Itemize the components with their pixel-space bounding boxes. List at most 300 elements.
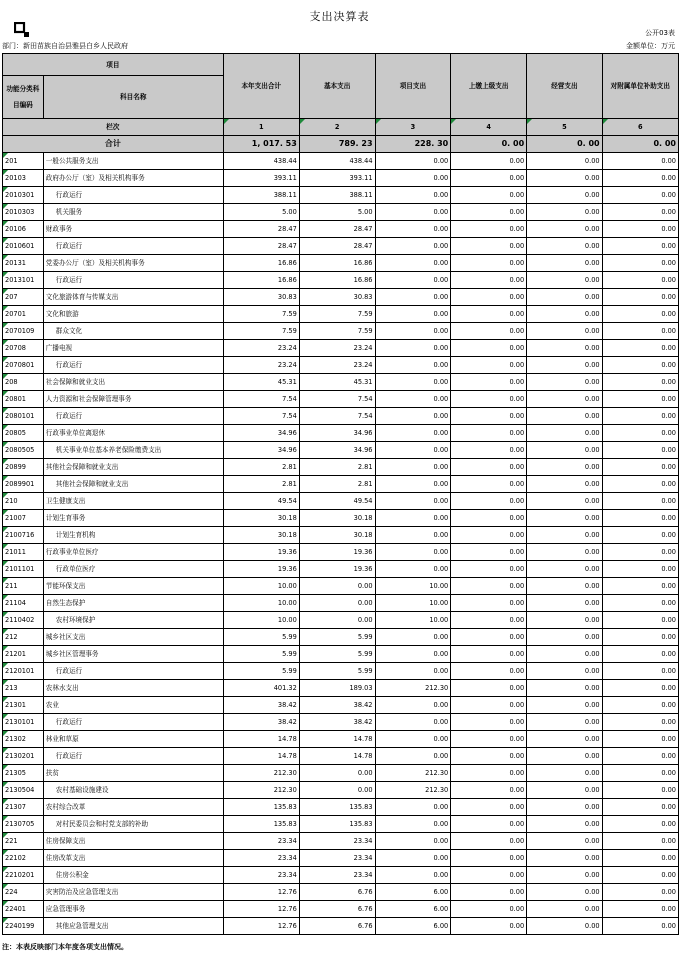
amount-cell[interactable]: 0.00 xyxy=(375,238,451,255)
amount-cell[interactable]: 212.30 xyxy=(375,782,451,799)
amount-cell[interactable]: 38.42 xyxy=(299,714,375,731)
total-cell[interactable]: 0. 00 xyxy=(451,136,527,153)
amount-cell[interactable]: 0.00 xyxy=(451,697,527,714)
amount-cell[interactable]: 438.44 xyxy=(223,153,299,170)
amount-cell[interactable]: 0.00 xyxy=(375,289,451,306)
subject-name-cell[interactable]: 行政运行 xyxy=(43,272,223,289)
amount-cell[interactable]: 0.00 xyxy=(602,204,678,221)
amount-cell[interactable]: 2.81 xyxy=(299,476,375,493)
amount-cell[interactable]: 0.00 xyxy=(451,816,527,833)
amount-cell[interactable]: 0.00 xyxy=(451,612,527,629)
amount-cell[interactable]: 0.00 xyxy=(602,170,678,187)
amount-cell[interactable]: 28.47 xyxy=(299,238,375,255)
amount-cell[interactable]: 0.00 xyxy=(451,255,527,272)
amount-cell[interactable]: 0.00 xyxy=(602,578,678,595)
amount-cell[interactable]: 0.00 xyxy=(527,442,602,459)
amount-cell[interactable]: 0.00 xyxy=(527,340,602,357)
amount-cell[interactable]: 0.00 xyxy=(527,357,602,374)
amount-cell[interactable]: 19.36 xyxy=(223,544,299,561)
function-code-cell[interactable]: 207 xyxy=(3,289,44,306)
amount-cell[interactable]: 135.83 xyxy=(299,816,375,833)
amount-cell[interactable]: 0.00 xyxy=(602,816,678,833)
subject-name-cell[interactable]: 行政运行 xyxy=(43,714,223,731)
function-code-cell[interactable]: 22102 xyxy=(3,850,44,867)
amount-cell[interactable]: 0.00 xyxy=(451,272,527,289)
amount-cell[interactable]: 45.31 xyxy=(299,374,375,391)
subject-name-cell[interactable]: 住房改革支出 xyxy=(43,850,223,867)
amount-cell[interactable]: 10.00 xyxy=(223,595,299,612)
function-code-cell[interactable]: 2110402 xyxy=(3,612,44,629)
amount-cell[interactable]: 0.00 xyxy=(527,238,602,255)
amount-cell[interactable]: 0.00 xyxy=(602,459,678,476)
amount-cell[interactable]: 0.00 xyxy=(375,561,451,578)
subject-name-cell[interactable]: 机关事业单位基本养老保险缴费支出 xyxy=(43,442,223,459)
amount-cell[interactable]: 14.78 xyxy=(223,731,299,748)
amount-cell[interactable]: 135.83 xyxy=(223,799,299,816)
subject-name-cell[interactable]: 计划生育事务 xyxy=(43,510,223,527)
amount-cell[interactable]: 0.00 xyxy=(527,306,602,323)
subject-name-cell[interactable]: 自然生态保护 xyxy=(43,595,223,612)
amount-cell[interactable]: 0.00 xyxy=(451,850,527,867)
amount-cell[interactable]: 34.96 xyxy=(223,442,299,459)
amount-cell[interactable]: 0.00 xyxy=(451,901,527,918)
function-code-cell[interactable]: 2080101 xyxy=(3,408,44,425)
amount-cell[interactable]: 0.00 xyxy=(602,680,678,697)
function-code-cell[interactable]: 2130201 xyxy=(3,748,44,765)
amount-cell[interactable]: 23.24 xyxy=(299,357,375,374)
amount-cell[interactable]: 0.00 xyxy=(375,833,451,850)
total-cell[interactable]: 228. 30 xyxy=(375,136,451,153)
amount-cell[interactable]: 0.00 xyxy=(375,374,451,391)
subject-name-cell[interactable]: 农林水支出 xyxy=(43,680,223,697)
amount-cell[interactable]: 0.00 xyxy=(375,170,451,187)
amount-cell[interactable]: 0.00 xyxy=(602,323,678,340)
amount-cell[interactable]: 10.00 xyxy=(223,612,299,629)
amount-cell[interactable]: 0.00 xyxy=(527,391,602,408)
amount-cell[interactable]: 0.00 xyxy=(375,391,451,408)
subject-name-cell[interactable]: 人力资源和社会保障管理事务 xyxy=(43,391,223,408)
amount-cell[interactable]: 5.99 xyxy=(223,629,299,646)
amount-cell[interactable]: 0.00 xyxy=(527,918,602,935)
subject-name-cell[interactable]: 农村环境保护 xyxy=(43,612,223,629)
function-code-cell[interactable]: 2070801 xyxy=(3,357,44,374)
subject-name-cell[interactable]: 扶贫 xyxy=(43,765,223,782)
amount-cell[interactable]: 0.00 xyxy=(375,850,451,867)
amount-cell[interactable]: 0.00 xyxy=(375,493,451,510)
subject-name-cell[interactable]: 政府办公厅（室）及相关机构事务 xyxy=(43,170,223,187)
function-code-cell[interactable]: 20708 xyxy=(3,340,44,357)
amount-cell[interactable]: 212.30 xyxy=(375,680,451,697)
function-code-cell[interactable]: 20805 xyxy=(3,425,44,442)
subject-name-cell[interactable]: 群众文化 xyxy=(43,323,223,340)
amount-cell[interactable]: 0.00 xyxy=(451,459,527,476)
function-code-cell[interactable]: 213 xyxy=(3,680,44,697)
function-code-cell[interactable]: 2010601 xyxy=(3,238,44,255)
subject-name-cell[interactable]: 文化旅游体育与传媒支出 xyxy=(43,289,223,306)
function-code-cell[interactable]: 20801 xyxy=(3,391,44,408)
amount-cell[interactable]: 0.00 xyxy=(527,272,602,289)
amount-cell[interactable]: 0.00 xyxy=(451,442,527,459)
amount-cell[interactable]: 0.00 xyxy=(375,272,451,289)
amount-cell[interactable]: 0.00 xyxy=(527,408,602,425)
amount-cell[interactable]: 0.00 xyxy=(375,187,451,204)
function-code-cell[interactable]: 20701 xyxy=(3,306,44,323)
amount-cell[interactable]: 28.47 xyxy=(223,238,299,255)
amount-cell[interactable]: 34.96 xyxy=(299,425,375,442)
amount-cell[interactable]: 45.31 xyxy=(223,374,299,391)
amount-cell[interactable]: 0.00 xyxy=(527,425,602,442)
amount-cell[interactable]: 12.76 xyxy=(223,884,299,901)
subject-name-cell[interactable]: 城乡社区支出 xyxy=(43,629,223,646)
function-code-cell[interactable]: 2089901 xyxy=(3,476,44,493)
subject-name-cell[interactable]: 其他社会保障和就业支出 xyxy=(43,476,223,493)
amount-cell[interactable]: 0.00 xyxy=(602,255,678,272)
amount-cell[interactable]: 10.00 xyxy=(375,595,451,612)
amount-cell[interactable]: 0.00 xyxy=(451,340,527,357)
amount-cell[interactable]: 0.00 xyxy=(375,357,451,374)
amount-cell[interactable]: 49.54 xyxy=(223,493,299,510)
amount-cell[interactable]: 0.00 xyxy=(375,221,451,238)
amount-cell[interactable]: 0.00 xyxy=(527,561,602,578)
amount-cell[interactable]: 0.00 xyxy=(451,187,527,204)
amount-cell[interactable]: 0.00 xyxy=(602,187,678,204)
amount-cell[interactable]: 14.78 xyxy=(299,731,375,748)
function-code-cell[interactable]: 221 xyxy=(3,833,44,850)
amount-cell[interactable]: 0.00 xyxy=(375,323,451,340)
amount-cell[interactable]: 6.76 xyxy=(299,918,375,935)
amount-cell[interactable]: 16.86 xyxy=(223,255,299,272)
amount-cell[interactable]: 7.59 xyxy=(299,323,375,340)
subject-name-cell[interactable]: 其他应急管理支出 xyxy=(43,918,223,935)
function-code-cell[interactable]: 2240199 xyxy=(3,918,44,935)
amount-cell[interactable]: 0.00 xyxy=(602,357,678,374)
amount-cell[interactable]: 0.00 xyxy=(299,782,375,799)
function-code-cell[interactable]: 2130705 xyxy=(3,816,44,833)
amount-cell[interactable]: 0.00 xyxy=(451,527,527,544)
amount-cell[interactable]: 0.00 xyxy=(375,153,451,170)
subject-name-cell[interactable]: 卫生健康支出 xyxy=(43,493,223,510)
amount-cell[interactable]: 0.00 xyxy=(451,153,527,170)
amount-cell[interactable]: 5.99 xyxy=(299,646,375,663)
amount-cell[interactable]: 7.59 xyxy=(223,323,299,340)
amount-cell[interactable]: 23.24 xyxy=(299,340,375,357)
amount-cell[interactable]: 0.00 xyxy=(602,629,678,646)
amount-cell[interactable]: 0.00 xyxy=(451,918,527,935)
amount-cell[interactable]: 0.00 xyxy=(451,289,527,306)
amount-cell[interactable]: 0.00 xyxy=(527,663,602,680)
function-code-cell[interactable]: 212 xyxy=(3,629,44,646)
amount-cell[interactable]: 0.00 xyxy=(451,765,527,782)
amount-cell[interactable]: 0.00 xyxy=(451,323,527,340)
amount-cell[interactable]: 5.00 xyxy=(223,204,299,221)
amount-cell[interactable]: 0.00 xyxy=(527,782,602,799)
amount-cell[interactable]: 0.00 xyxy=(451,833,527,850)
amount-cell[interactable]: 0.00 xyxy=(602,374,678,391)
amount-cell[interactable]: 0.00 xyxy=(375,340,451,357)
amount-cell[interactable]: 0.00 xyxy=(451,799,527,816)
amount-cell[interactable]: 0.00 xyxy=(527,289,602,306)
amount-cell[interactable]: 0.00 xyxy=(527,901,602,918)
amount-cell[interactable]: 19.36 xyxy=(223,561,299,578)
subject-name-cell[interactable]: 计划生育机构 xyxy=(43,527,223,544)
subject-name-cell[interactable]: 林业和草原 xyxy=(43,731,223,748)
amount-cell[interactable]: 0.00 xyxy=(451,629,527,646)
amount-cell[interactable]: 393.11 xyxy=(223,170,299,187)
amount-cell[interactable]: 0.00 xyxy=(375,425,451,442)
subject-name-cell[interactable]: 行政运行 xyxy=(43,238,223,255)
amount-cell[interactable]: 0.00 xyxy=(375,476,451,493)
amount-cell[interactable]: 28.47 xyxy=(299,221,375,238)
amount-cell[interactable]: 23.34 xyxy=(299,850,375,867)
amount-cell[interactable]: 0.00 xyxy=(527,714,602,731)
amount-cell[interactable]: 0.00 xyxy=(375,255,451,272)
amount-cell[interactable]: 0.00 xyxy=(451,646,527,663)
function-code-cell[interactable]: 21104 xyxy=(3,595,44,612)
amount-cell[interactable]: 0.00 xyxy=(375,629,451,646)
subject-name-cell[interactable]: 行政运行 xyxy=(43,663,223,680)
amount-cell[interactable]: 0.00 xyxy=(527,493,602,510)
amount-cell[interactable]: 0.00 xyxy=(375,714,451,731)
amount-cell[interactable]: 12.76 xyxy=(223,901,299,918)
amount-cell[interactable]: 7.54 xyxy=(223,391,299,408)
subject-name-cell[interactable]: 住房公积金 xyxy=(43,867,223,884)
amount-cell[interactable]: 0.00 xyxy=(527,799,602,816)
amount-cell[interactable]: 5.99 xyxy=(299,663,375,680)
amount-cell[interactable]: 0.00 xyxy=(527,374,602,391)
amount-cell[interactable]: 0.00 xyxy=(451,561,527,578)
amount-cell[interactable]: 393.11 xyxy=(299,170,375,187)
amount-cell[interactable]: 0.00 xyxy=(602,850,678,867)
amount-cell[interactable]: 438.44 xyxy=(299,153,375,170)
function-code-cell[interactable]: 2101101 xyxy=(3,561,44,578)
amount-cell[interactable]: 0.00 xyxy=(602,918,678,935)
amount-cell[interactable]: 0.00 xyxy=(451,306,527,323)
subject-name-cell[interactable]: 农村综合改革 xyxy=(43,799,223,816)
amount-cell[interactable]: 0.00 xyxy=(451,714,527,731)
amount-cell[interactable]: 0.00 xyxy=(602,799,678,816)
function-code-cell[interactable]: 20131 xyxy=(3,255,44,272)
amount-cell[interactable]: 0.00 xyxy=(527,187,602,204)
function-code-cell[interactable]: 21305 xyxy=(3,765,44,782)
amount-cell[interactable]: 6.00 xyxy=(375,901,451,918)
total-cell[interactable]: 0. 00 xyxy=(527,136,602,153)
amount-cell[interactable]: 0.00 xyxy=(527,884,602,901)
amount-cell[interactable]: 7.54 xyxy=(299,391,375,408)
amount-cell[interactable]: 0.00 xyxy=(602,510,678,527)
amount-cell[interactable]: 0.00 xyxy=(602,612,678,629)
amount-cell[interactable]: 0.00 xyxy=(527,816,602,833)
function-code-cell[interactable]: 211 xyxy=(3,578,44,595)
amount-cell[interactable]: 135.83 xyxy=(299,799,375,816)
amount-cell[interactable]: 0.00 xyxy=(299,765,375,782)
amount-cell[interactable]: 0.00 xyxy=(602,408,678,425)
amount-cell[interactable]: 0.00 xyxy=(451,204,527,221)
amount-cell[interactable]: 49.54 xyxy=(299,493,375,510)
amount-cell[interactable]: 0.00 xyxy=(375,731,451,748)
total-cell[interactable]: 0. 00 xyxy=(602,136,678,153)
amount-cell[interactable]: 0.00 xyxy=(451,782,527,799)
amount-cell[interactable]: 0.00 xyxy=(527,697,602,714)
amount-cell[interactable]: 10.00 xyxy=(375,612,451,629)
function-code-cell[interactable]: 210 xyxy=(3,493,44,510)
amount-cell[interactable]: 0.00 xyxy=(375,799,451,816)
amount-cell[interactable]: 0.00 xyxy=(451,476,527,493)
amount-cell[interactable]: 0.00 xyxy=(602,765,678,782)
subject-name-cell[interactable]: 应急管理事务 xyxy=(43,901,223,918)
function-code-cell[interactable]: 2013101 xyxy=(3,272,44,289)
amount-cell[interactable]: 0.00 xyxy=(451,578,527,595)
function-code-cell[interactable]: 201 xyxy=(3,153,44,170)
amount-cell[interactable]: 0.00 xyxy=(602,884,678,901)
subject-name-cell[interactable]: 住房保障支出 xyxy=(43,833,223,850)
amount-cell[interactable]: 0.00 xyxy=(375,697,451,714)
amount-cell[interactable]: 0.00 xyxy=(527,748,602,765)
amount-cell[interactable]: 0.00 xyxy=(451,731,527,748)
amount-cell[interactable]: 0.00 xyxy=(451,425,527,442)
function-code-cell[interactable]: 2010301 xyxy=(3,187,44,204)
function-code-cell[interactable]: 2070109 xyxy=(3,323,44,340)
amount-cell[interactable]: 0.00 xyxy=(375,459,451,476)
amount-cell[interactable]: 0.00 xyxy=(527,867,602,884)
amount-cell[interactable]: 0.00 xyxy=(527,850,602,867)
amount-cell[interactable]: 0.00 xyxy=(375,544,451,561)
amount-cell[interactable]: 30.18 xyxy=(299,510,375,527)
subject-name-cell[interactable]: 一般公共服务支出 xyxy=(43,153,223,170)
amount-cell[interactable]: 0.00 xyxy=(451,391,527,408)
amount-cell[interactable]: 0.00 xyxy=(602,493,678,510)
amount-cell[interactable]: 0.00 xyxy=(527,153,602,170)
amount-cell[interactable]: 19.36 xyxy=(299,561,375,578)
amount-cell[interactable]: 5.99 xyxy=(299,629,375,646)
amount-cell[interactable]: 0.00 xyxy=(375,867,451,884)
subject-name-cell[interactable]: 机关服务 xyxy=(43,204,223,221)
amount-cell[interactable]: 0.00 xyxy=(375,663,451,680)
amount-cell[interactable]: 0.00 xyxy=(527,204,602,221)
amount-cell[interactable]: 0.00 xyxy=(602,748,678,765)
function-code-cell[interactable]: 21011 xyxy=(3,544,44,561)
amount-cell[interactable]: 30.18 xyxy=(223,527,299,544)
amount-cell[interactable]: 34.96 xyxy=(299,442,375,459)
amount-cell[interactable]: 6.00 xyxy=(375,918,451,935)
subject-name-cell[interactable]: 灾害防治及应急管理支出 xyxy=(43,884,223,901)
function-code-cell[interactable]: 22401 xyxy=(3,901,44,918)
amount-cell[interactable]: 0.00 xyxy=(375,306,451,323)
amount-cell[interactable]: 0.00 xyxy=(602,782,678,799)
amount-cell[interactable]: 0.00 xyxy=(451,867,527,884)
subject-name-cell[interactable]: 社会保障和就业支出 xyxy=(43,374,223,391)
amount-cell[interactable]: 0.00 xyxy=(527,221,602,238)
subject-name-cell[interactable]: 农村基础设施建设 xyxy=(43,782,223,799)
subject-name-cell[interactable]: 节能环保支出 xyxy=(43,578,223,595)
amount-cell[interactable]: 0.00 xyxy=(451,357,527,374)
amount-cell[interactable]: 14.78 xyxy=(299,748,375,765)
amount-cell[interactable]: 0.00 xyxy=(602,391,678,408)
function-code-cell[interactable]: 21307 xyxy=(3,799,44,816)
subject-name-cell[interactable]: 财政事务 xyxy=(43,221,223,238)
function-code-cell[interactable]: 2130504 xyxy=(3,782,44,799)
amount-cell[interactable]: 10.00 xyxy=(375,578,451,595)
amount-cell[interactable]: 0.00 xyxy=(527,646,602,663)
function-code-cell[interactable]: 21201 xyxy=(3,646,44,663)
amount-cell[interactable]: 0.00 xyxy=(602,221,678,238)
amount-cell[interactable]: 0.00 xyxy=(527,323,602,340)
amount-cell[interactable]: 14.78 xyxy=(223,748,299,765)
subject-name-cell[interactable]: 行政运行 xyxy=(43,357,223,374)
amount-cell[interactable]: 0.00 xyxy=(527,680,602,697)
amount-cell[interactable]: 0.00 xyxy=(602,697,678,714)
amount-cell[interactable]: 0.00 xyxy=(527,629,602,646)
amount-cell[interactable]: 388.11 xyxy=(299,187,375,204)
subject-name-cell[interactable]: 文化和旅游 xyxy=(43,306,223,323)
amount-cell[interactable]: 0.00 xyxy=(527,476,602,493)
amount-cell[interactable]: 12.76 xyxy=(223,918,299,935)
amount-cell[interactable]: 135.83 xyxy=(223,816,299,833)
amount-cell[interactable]: 0.00 xyxy=(375,646,451,663)
amount-cell[interactable]: 0.00 xyxy=(527,255,602,272)
amount-cell[interactable]: 212.30 xyxy=(223,765,299,782)
amount-cell[interactable]: 2.81 xyxy=(223,476,299,493)
amount-cell[interactable]: 0.00 xyxy=(451,663,527,680)
amount-cell[interactable]: 10.00 xyxy=(223,578,299,595)
subject-name-cell[interactable]: 城乡社区管理事务 xyxy=(43,646,223,663)
amount-cell[interactable]: 0.00 xyxy=(451,493,527,510)
amount-cell[interactable]: 0.00 xyxy=(602,646,678,663)
amount-cell[interactable]: 0.00 xyxy=(602,442,678,459)
amount-cell[interactable]: 0.00 xyxy=(602,272,678,289)
amount-cell[interactable]: 0.00 xyxy=(375,442,451,459)
subject-name-cell[interactable]: 党委办公厅（室）及相关机构事务 xyxy=(43,255,223,272)
amount-cell[interactable]: 23.34 xyxy=(223,850,299,867)
amount-cell[interactable]: 30.83 xyxy=(223,289,299,306)
amount-cell[interactable]: 0.00 xyxy=(375,748,451,765)
amount-cell[interactable]: 23.34 xyxy=(223,833,299,850)
amount-cell[interactable]: 0.00 xyxy=(527,527,602,544)
subject-name-cell[interactable]: 行政运行 xyxy=(43,748,223,765)
amount-cell[interactable]: 2.81 xyxy=(223,459,299,476)
subject-name-cell[interactable]: 行政运行 xyxy=(43,408,223,425)
amount-cell[interactable]: 0.00 xyxy=(602,561,678,578)
amount-cell[interactable]: 0.00 xyxy=(451,221,527,238)
amount-cell[interactable]: 7.54 xyxy=(299,408,375,425)
amount-cell[interactable]: 0.00 xyxy=(602,867,678,884)
amount-cell[interactable]: 0.00 xyxy=(375,408,451,425)
subject-name-cell[interactable]: 对村民委员会和村党支部的补助 xyxy=(43,816,223,833)
amount-cell[interactable]: 0.00 xyxy=(451,680,527,697)
amount-cell[interactable]: 34.96 xyxy=(223,425,299,442)
amount-cell[interactable]: 16.86 xyxy=(299,272,375,289)
amount-cell[interactable]: 5.00 xyxy=(299,204,375,221)
amount-cell[interactable]: 401.32 xyxy=(223,680,299,697)
amount-cell[interactable]: 0.00 xyxy=(451,748,527,765)
amount-cell[interactable]: 0.00 xyxy=(602,544,678,561)
subject-name-cell[interactable]: 其他社会保障和就业支出 xyxy=(43,459,223,476)
amount-cell[interactable]: 0.00 xyxy=(527,459,602,476)
amount-cell[interactable]: 0.00 xyxy=(451,374,527,391)
function-code-cell[interactable]: 20106 xyxy=(3,221,44,238)
amount-cell[interactable]: 0.00 xyxy=(602,901,678,918)
amount-cell[interactable]: 0.00 xyxy=(299,612,375,629)
amount-cell[interactable]: 0.00 xyxy=(451,595,527,612)
amount-cell[interactable]: 0.00 xyxy=(375,510,451,527)
subject-name-cell[interactable]: 广播电视 xyxy=(43,340,223,357)
function-code-cell[interactable]: 2100716 xyxy=(3,527,44,544)
amount-cell[interactable]: 19.36 xyxy=(299,544,375,561)
subject-name-cell[interactable]: 行政事业单位医疗 xyxy=(43,544,223,561)
subject-name-cell[interactable]: 行政运行 xyxy=(43,187,223,204)
amount-cell[interactable]: 0.00 xyxy=(602,289,678,306)
amount-cell[interactable]: 23.34 xyxy=(299,867,375,884)
amount-cell[interactable]: 212.30 xyxy=(223,782,299,799)
